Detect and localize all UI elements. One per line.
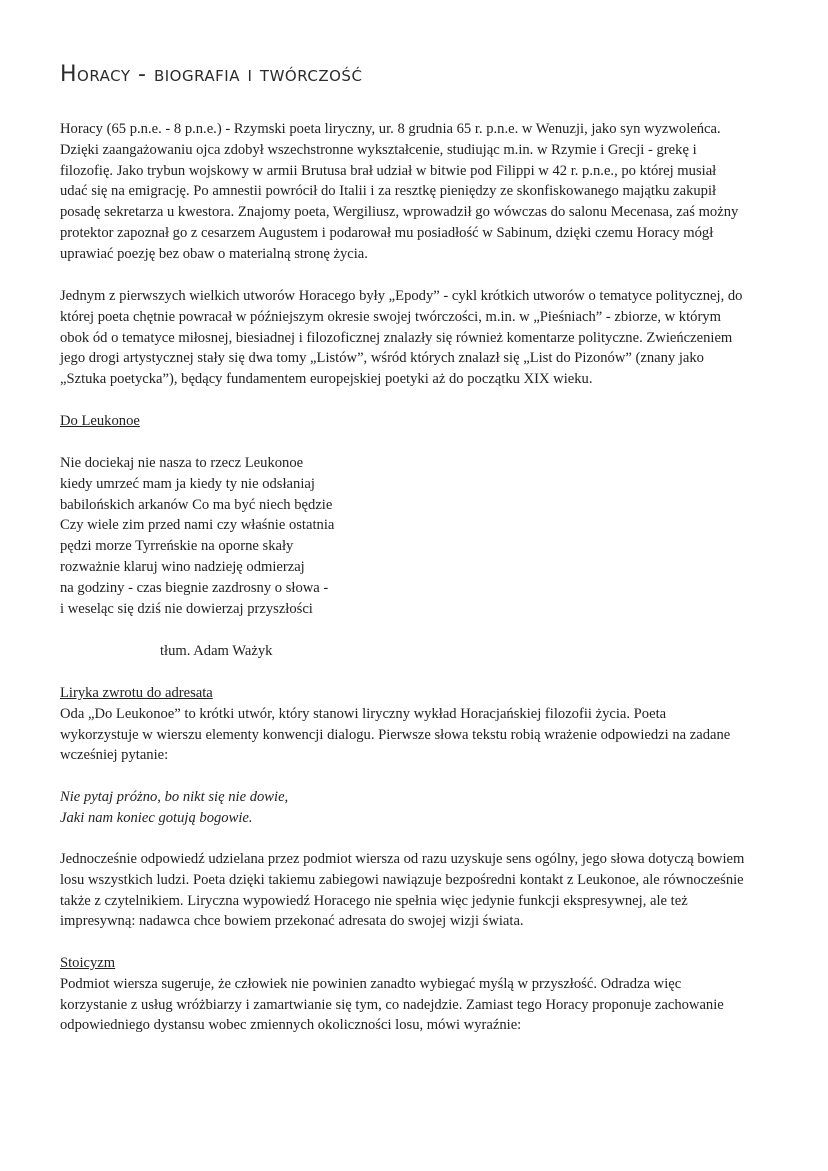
liryka-paragraph	[60, 849, 775, 932]
paragraph-line: Podmiot wiersza sugeruje, że człowiek nie powinien zanadto wybiegać myślą w przyszłość. Odradza więc	[60, 975, 682, 992]
paragraph-line: filozofię. Jako trybun wojskowy w armii Brutusa brał udział w bitwie pod Filippi w 42 r. p.n.e., po której musiał	[60, 162, 717, 179]
intro-paragraph	[60, 119, 775, 265]
section-heading: Liryka zwrotu do adresata	[60, 685, 213, 701]
poem-body	[60, 453, 775, 619]
section-heading: Stoicyzm	[60, 955, 116, 971]
paragraph-line: Oda „Do Leukonoe” to krótki utwór, który stanowi liryczny wykład Horacjańskiej filozofii życia. Poeta	[60, 705, 667, 722]
poem-line: Nie dociekaj nie nasza to rzecz Leukonoe	[60, 455, 304, 471]
quote-line: Nie pytaj próżno, bo nikt się nie dowie,	[60, 789, 289, 805]
poem-line: kiedy umrzeć mam ja kiedy ty nie odsłaniaj	[60, 475, 315, 492]
paragraph-line: także z czytelnikiem. Liryczna wypowiedź Horacego nie spełnia więc jedynie funkcji ekspresywnej, ale też	[60, 892, 688, 909]
paragraph-line: obok ód o tematyce miłosnej, biesiadnej i filozoficznej znalazły się również komentarze polityczne. Zwieńczeniem	[60, 329, 733, 346]
poem-line: Czy wiele zim przed nami czy właśnie ostatnia	[60, 517, 335, 534]
paragraph-line: której poeta chętnie powracał w późniejszym okresie swojej twórczości, m.in. w „Pieśniach” - zbiorze, w którym	[60, 308, 721, 325]
paragraph-line: odpowiedniego dystansu wobec zmiennych okoliczności losu, mówi wyraźnie:	[60, 1017, 522, 1034]
paragraph-line: Jednym z pierwszych wielkich utworów Horacego były „Epody” - cykl krótkich utworów o tematyce politycznej, do	[60, 288, 743, 304]
paragraph-line: uprawiać poezję bez obaw o materialną stronę życia.	[60, 245, 368, 262]
poem-line: babilońskich arkanów Co ma być niech będzie	[60, 496, 333, 513]
paragraph-line: protektor zapoznał go z cesarzem Augustem i podarował mu posiadłość w Sabinum, dzięki czemu Horacy mógł	[60, 224, 714, 241]
quote-block	[60, 787, 775, 829]
works-paragraph	[60, 286, 775, 390]
paragraph-line: udać się na emigrację. Po amnestii powrócił do Italii i za resztkę pieniędzy ze skonfiskowanego majątku zakupił	[60, 183, 717, 200]
poem-line: pędzi morze Tyrreńskie na oporne skały	[60, 538, 294, 555]
section-liryka	[60, 683, 775, 766]
poem-heading: Do Leukonoe	[60, 413, 140, 429]
poem-section	[60, 411, 775, 432]
paragraph-line: wcześniej pytanie:	[60, 747, 169, 764]
page-title: Horacy - biografia i twórczość	[60, 62, 363, 87]
paragraph-line: Horacy (65 p.n.e. - 8 p.n.e.) - Rzymski poeta liryczny, ur. 8 grudnia 65 r. p.n.e. w Wenuzji, jako syn wyzwoleńca.	[60, 121, 721, 137]
paragraph-line: jego drogi artystycznej stały się dwa tomy „Listów”, wśród których znalazł się „List do Pizonów” (znany jako	[60, 350, 704, 367]
paragraph-line: Jednocześnie odpowiedź udzielana przez podmiot wiersza od razu uzyskuje sens ogólny, jego słowa dotyczą bowiem	[60, 851, 745, 867]
poem-line: rozważnie klaruj wino nadzieję odmierzaj	[60, 558, 305, 575]
poem-line: na godziny - czas biegnie zazdrosny o słowa -	[60, 579, 329, 596]
poem-line: i weseląc się dziś nie dowierzaj przyszłości	[60, 600, 313, 617]
paragraph-line: wykorzystuje w wierszu elementy konwencji dialogu. Pierwsze słowa tekstu robią wrażenie odpowiedzi na zadane	[60, 726, 731, 743]
paragraph-line: losu wszystkich ludzi. Poeta dzięki takiemu zabiegowi nawiązuje bezpośredni kontakt z Leukonoe, ale równocześnie	[60, 871, 744, 888]
quote-line: Jaki nam koniec gotują bogowie.	[60, 809, 253, 826]
translator-credit: tłum. Adam Ważyk	[160, 643, 273, 659]
section-stoicyzm	[60, 953, 775, 1036]
paragraph-line: posadę sekretarza u kwestora. Znajomy poeta, Wergiliusz, wprowadził go wówczas do salonu Mecenasa, zaś możny	[60, 204, 739, 221]
paragraph-line: Dzięki zaangażowaniu ojca zdobył wszechstronne wykształcenie, studiując m.in. w Rzymie i Grecji - grekę i	[60, 141, 697, 158]
paragraph-line: impresywną: nadawca chce bowiem przekonać adresata do swojej wizji świata.	[60, 913, 524, 930]
paragraph-line: „Sztuka poetycka”), będący fundamentem europejskiej poetyki aż do początku XIX wieku.	[60, 371, 593, 388]
paragraph-line: korzystanie z usług wróżbiarzy i zamartwianie się tym, co nadejdzie. Zamiast tego Horacy proponuje zachowanie	[60, 996, 724, 1013]
